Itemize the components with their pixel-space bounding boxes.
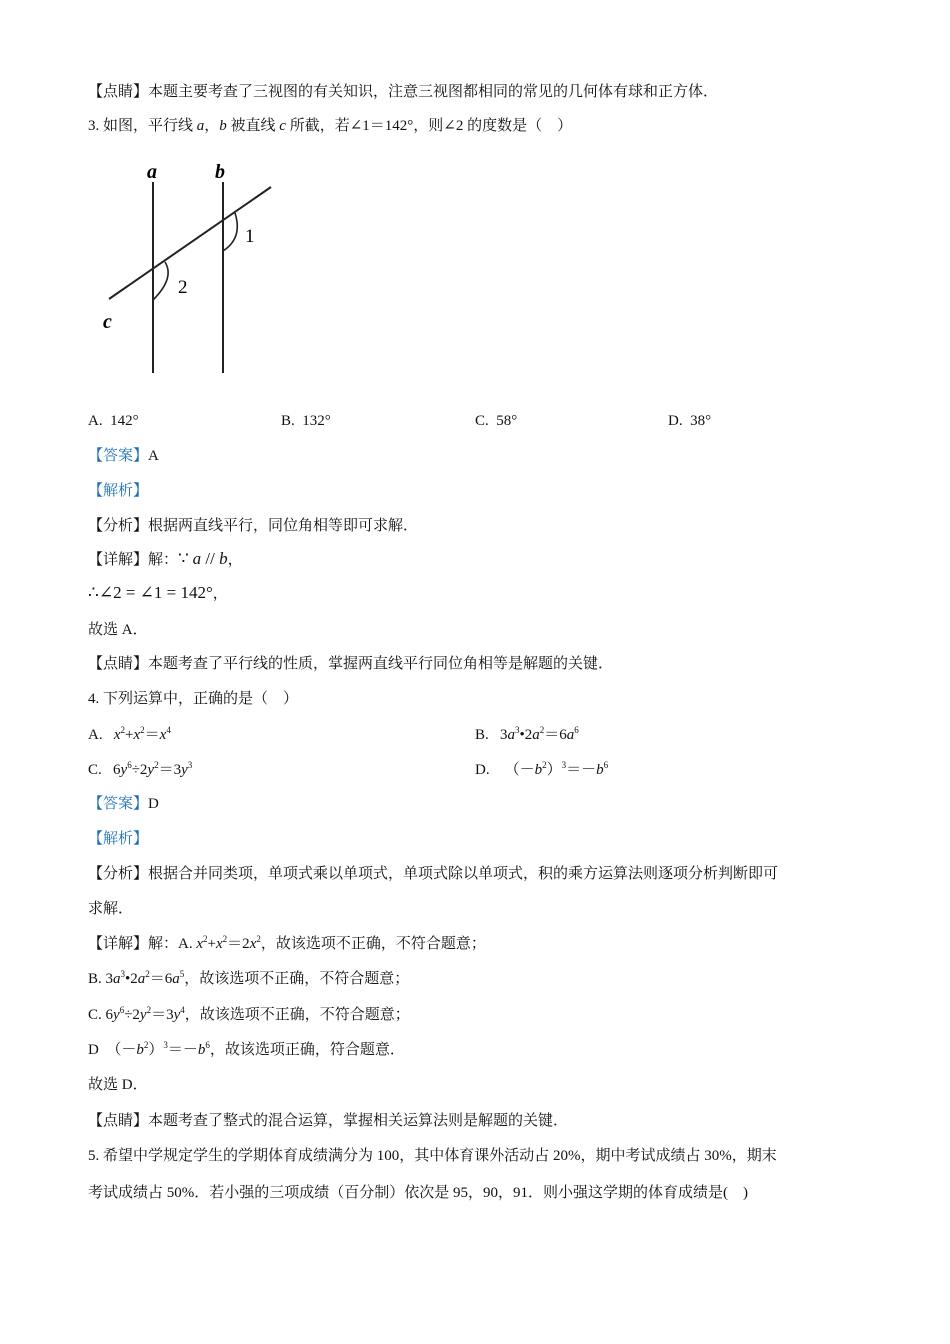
question-3-stem: 3. 如图，平行线 a，b 被直线 c 所截，若∠1＝142°，则∠2 的度数是（ ） <box>88 118 573 134</box>
parallel-lines-figure <box>95 150 295 380</box>
conclusion-q4: 故选 D． <box>88 1077 148 1093</box>
label-a: a <box>147 161 157 183</box>
dianjing-q3: 【点睛】本题考查了平行线的性质，掌握两直线平行同位角相等是解题的关键． <box>88 656 614 672</box>
answer-q4: 【答案】D <box>88 796 159 812</box>
detail-q3: 【详解】解：∵ a // b， <box>88 549 243 568</box>
jiexi-q4: 【解析】 <box>88 831 149 847</box>
label-b: b <box>215 161 225 183</box>
fenxi-q4-line1: 【分析】根据合并同类项，单项式乘以单项式，单项式除以单项式，积的乘方运算法则逐项分析判断即可 <box>88 866 779 882</box>
q4-option-c: C. $6y^6\div 2y^2=3y^3$ <box>88 760 193 778</box>
option-a: A. 142° <box>88 413 139 429</box>
fenxi-q3: 【分析】根据两直线平行，同位角相等即可求解． <box>88 518 419 534</box>
detail-q4-c: C. $6y^6\div 2y^2=3y^4$，故该选项不正确，不符合题意； <box>88 1005 410 1023</box>
option-c: C. 58° <box>475 413 518 429</box>
dianjing-q2: 【点睛】本题主要考查了三视图的有关知识，注意三视图都相同的常见的几何体有球和正方体． <box>88 84 719 100</box>
q4-option-b: B. $3a^3•2a^2=6a^6$ <box>475 725 579 743</box>
q4-option-d: D. $(-b^2)^3=-b^6$ <box>475 760 609 778</box>
question-5-line1: 5. 希望中学规定学生的学期体育成绩满分为 100，其中体育课外活动占 20%，期中考试成绩占 30%，期末 <box>88 1148 777 1164</box>
q4-option-a: A. $x^2+x^2=x^4$ <box>88 725 171 743</box>
fenxi-q4-line2: 求解． <box>88 901 134 917</box>
detail-q4-d: D $(-b^2)^3=-b^6$，故该选项正确，符合题意． <box>88 1040 405 1058</box>
option-b: B. 132° <box>281 413 331 429</box>
conclusion-q3: 故选 A． <box>88 622 148 638</box>
jiexi-q3: 【解析】 <box>88 483 149 499</box>
detail-q4-a: 【详解】解：A. $x^2+x^2=2x^2$，故该选项不正确，不符合题意； <box>88 934 486 952</box>
question-4-stem: 4. 下列运算中，正确的是（ ） <box>88 691 299 707</box>
answer-q3: 【答案】A <box>88 448 159 464</box>
label-angle-2: 2 <box>178 277 188 298</box>
detail-q4-b: B. $3a^3•2a^2=6a^5$，故该选项不正确，不符合题意； <box>88 969 410 987</box>
dianjing-q4: 【点睛】本题考查了整式的混合运算，掌握相关运算法则是解题的关键． <box>88 1113 569 1129</box>
therefore-q3: ∴∠2 = ∠1 = 142°， <box>88 583 228 602</box>
question-5-line2: 考试成绩占 50%．若小强的三项成绩（百分制）依次是 95，90，91．则小强这学期的体育成绩是( ) <box>88 1185 748 1201</box>
label-angle-1: 1 <box>245 226 255 247</box>
option-d: D. 38° <box>668 413 712 429</box>
label-c: c <box>103 311 112 333</box>
